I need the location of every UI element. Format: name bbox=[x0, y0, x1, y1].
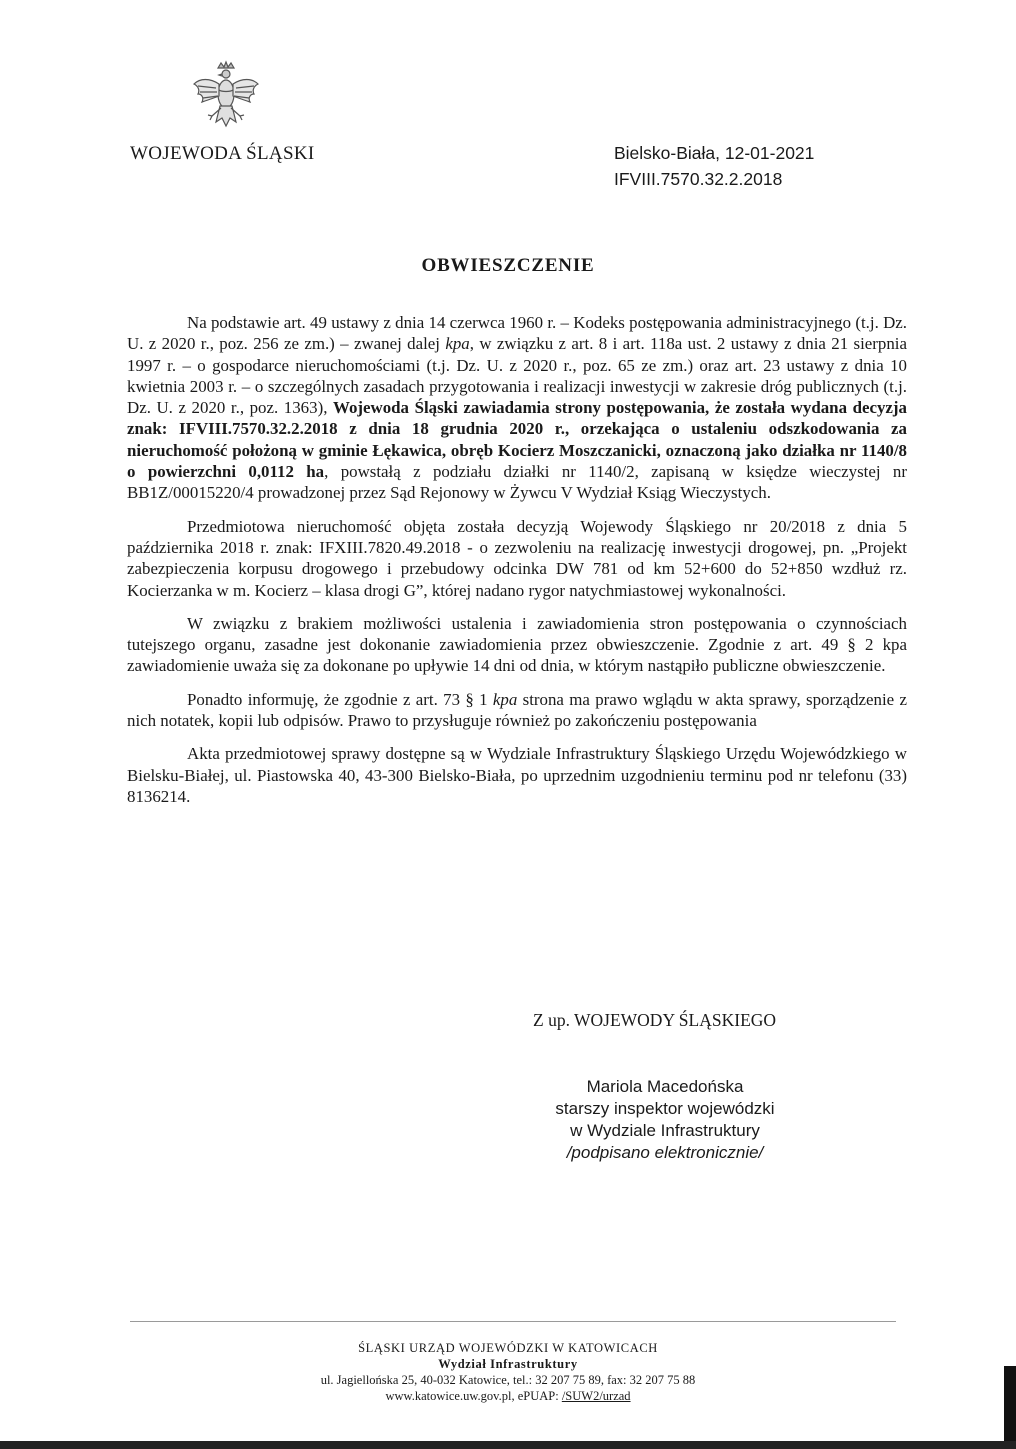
signature-on-behalf: Z up. WOJEWODY ŚLĄSKIEGO bbox=[533, 1010, 777, 1030]
text: , powstałą z podziału działki nr 1140/2, zapisaną w księdze wieczystej nr BB1Z/00015220/4 prowadzonej przez Sąd Rejonowy w Żywcu V Wydział Ksiąg Wieczystych. bbox=[127, 462, 907, 503]
footer-web bbox=[0, 1388, 1016, 1404]
paragraph-property: Przedmiotowa nieruchomość objęta została decyzją Wojewody Śląskiego nr 20/2018 z dnia 5 października 2018 r. znak: IFXIII.7820.49.2018 - o zezwoleniu na realizację inwestycji drogowej, pn. „Projekt zabezpieczenia korpusu drogowego i przebudowy odcinka DW 781 od km 52+600 do 52+850 wzdłuż rz. Kocierzanka w m. Kocierz – klasa drogi G”, której nadano rygor natychmiastowej wykonalności. bbox=[127, 516, 907, 600]
polish-eagle-emblem-icon bbox=[188, 60, 264, 136]
paragraph-rights bbox=[127, 689, 907, 732]
signature-block bbox=[530, 1076, 800, 1164]
paragraph-legal-basis bbox=[127, 312, 907, 504]
footer bbox=[0, 1340, 1016, 1404]
text: strona ma prawo wglądu w akta sprawy, sporządzenie z nich notatek, kopii lub odpisów. Prawo to przysługuje również po zakończeniu postępowania bbox=[127, 689, 907, 731]
document-body bbox=[127, 312, 907, 819]
text: Ponadto informuję, że zgodnie z art. 73 § 1 bbox=[187, 689, 493, 709]
scan-edge-mark bbox=[1004, 1366, 1016, 1449]
place-and-date: Bielsko-Biała, 12-01-2021 bbox=[614, 143, 815, 163]
text: , w związku z art. 8 i art. 118a ust. 2 ustawy z dnia 21 sierpnia 1997 r. – o gospodarce nieruchomościami (t.j. Dz. U. z 2020 r., poz. 65 ze zm.) oraz art. 23 ustawy z dnia 10 kwietnia 2003 r. – o szczególnych zasadach przygotowania i realizacji inwestycji w zakresie dróg publicznych (t.j. Dz. U. z 2020 r., poz. 1363), bbox=[127, 334, 907, 418]
document-title: OBWIESZCZENIE bbox=[421, 255, 595, 276]
signature-note: /podpisano elektronicznie/ bbox=[566, 1143, 764, 1162]
signatory-name: Mariola Macedońska bbox=[586, 1077, 744, 1096]
paragraph-files-access: Akta przedmiotowej sprawy dostępne są w Wydziale Infrastruktury Śląskiego Urzędu Wojewódzkiego w Bielsku-Białej, ul. Piastowska 40, 43-300 Bielsko-Biała, po uprzednim uzgodnieniu terminu pod nr telefonu (33) 8136214. bbox=[127, 744, 907, 806]
footer-organization: ŚLĄSKI URZĄD WOJEWÓDZKI W KATOWICACH bbox=[358, 1341, 658, 1355]
abbreviation-kpa: kpa bbox=[492, 689, 518, 709]
text: Na podstawie art. 49 ustawy z dnia 14 czerwca 1960 r. – Kodeks postępowania administracyjnego (t.j. Dz. U. z 2020 r., poz. 256 ze zm.) – zwanej dalej bbox=[127, 313, 907, 354]
abbreviation-kpa: kpa bbox=[445, 334, 470, 354]
scan-bottom-edge bbox=[0, 1441, 1016, 1449]
footer-website: www.katowice.uw.gov.pl, ePUAP: bbox=[385, 1389, 562, 1403]
paragraph-notification: W związku z brakiem możliwości ustalenia i zawiadomienia stron postępowania o czynnościach tutejszego organu, zasadne jest dokonanie zawiadomienia przez obwieszczenie. Zgodnie z art. 49 § 2 kpa zawiadomienie uważa się za dokonane po upływie 14 dni od dnia, w którym nastąpiło publiczne obwieszczenie. bbox=[127, 613, 907, 676]
issuing-authority: WOJEWODA ŚLĄSKI bbox=[130, 143, 315, 164]
case-reference: IFVIII.7570.32.2.2018 bbox=[614, 169, 783, 189]
decision-notice-bold: Wojewoda Śląski zawiadamia strony postępowania, że została wydana decyzja znak: IFVIII.7570.32.2.2018 z dnia 18 grudnia 2020 r., orzekająca o ustaleniu odszkodowania za nieruchomość położoną w gminie Łękawica, obręb Kocierz Moszczanicki, oznaczoną jako działka nr 1140/8 o powierzchni 0,0112 ha bbox=[127, 398, 907, 482]
footer-divider bbox=[130, 1321, 896, 1322]
signatory-position: starszy inspektor wojewódzki bbox=[555, 1099, 775, 1118]
footer-department: Wydział Infrastruktury bbox=[438, 1357, 578, 1371]
epuap-link[interactable]: /SUW2/urzad bbox=[561, 1389, 631, 1403]
footer-address: ul. Jagiellońska 25, 40-032 Katowice, tel.: 32 207 75 89, fax: 32 207 75 88 bbox=[320, 1373, 696, 1387]
signatory-department: w Wydziale Infrastruktury bbox=[570, 1121, 760, 1140]
